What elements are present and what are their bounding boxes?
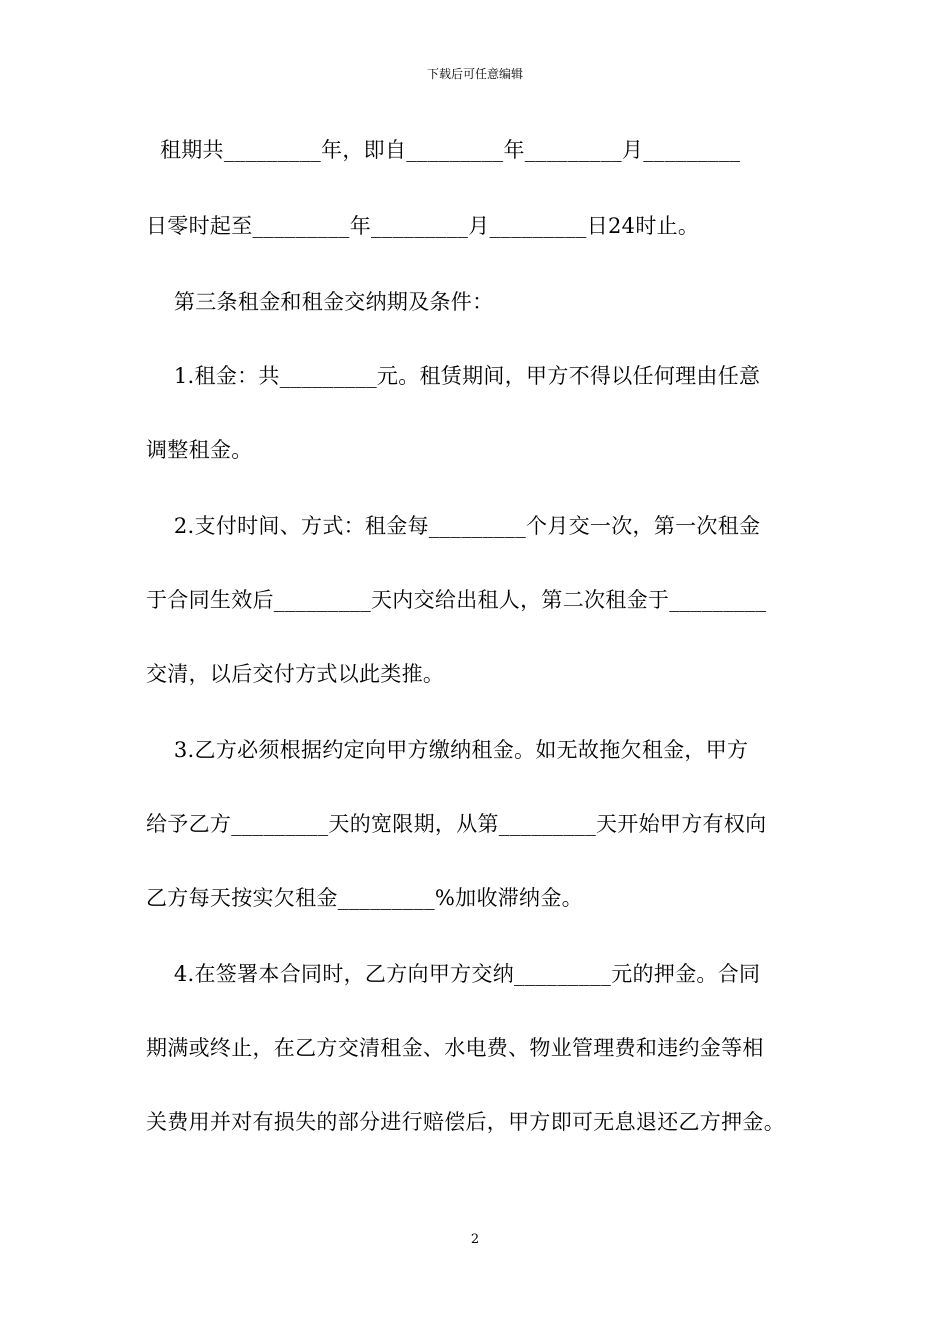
page-number: 2 bbox=[470, 1232, 480, 1247]
text-line: 3.乙方必须根据约定向甲方缴纳租金。如无故拖欠租金，甲方 bbox=[146, 738, 749, 762]
text-line: 4.在签署本合同时，乙方向甲方交纳_________元的押金。合同 bbox=[146, 962, 761, 986]
text-line: 第三条租金和租金交纳期及条件： bbox=[146, 290, 494, 314]
page-header: 下载后可任意编辑 bbox=[426, 67, 523, 81]
text-line: 关费用并对有损失的部分进行赔偿后，甲方即可无息退还乙方押金。 bbox=[146, 1110, 785, 1134]
text-line: 调整租金。 bbox=[146, 438, 253, 462]
text-line: 日零时起至_________年_________月_________日24时止。 bbox=[146, 214, 700, 238]
text-line: 2.支付时间、方式：租金每_________个月交一次，第一次租金 bbox=[146, 514, 761, 538]
text-line: 1.租金：共_________元。租赁期间，甲方不得以任何理由任意 bbox=[146, 364, 761, 388]
text-line: 租期共_________年，即自_________年_________月_________ bbox=[146, 138, 741, 162]
text-line: 期满或终止，在乙方交清租金、水电费、物业管理费和违约金等相 bbox=[146, 1036, 764, 1060]
text-line: 乙方每天按实欠租金_________%加收滞纳金。 bbox=[146, 886, 583, 910]
text-line: 给予乙方_________天的宽限期，从第_________天开始甲方有权向 bbox=[146, 812, 767, 836]
text-line: 交清，以后交付方式以此类推。 bbox=[146, 662, 445, 686]
text-line: 于合同生效后_________天内交给出租人，第二次租金于_________ bbox=[146, 588, 767, 612]
